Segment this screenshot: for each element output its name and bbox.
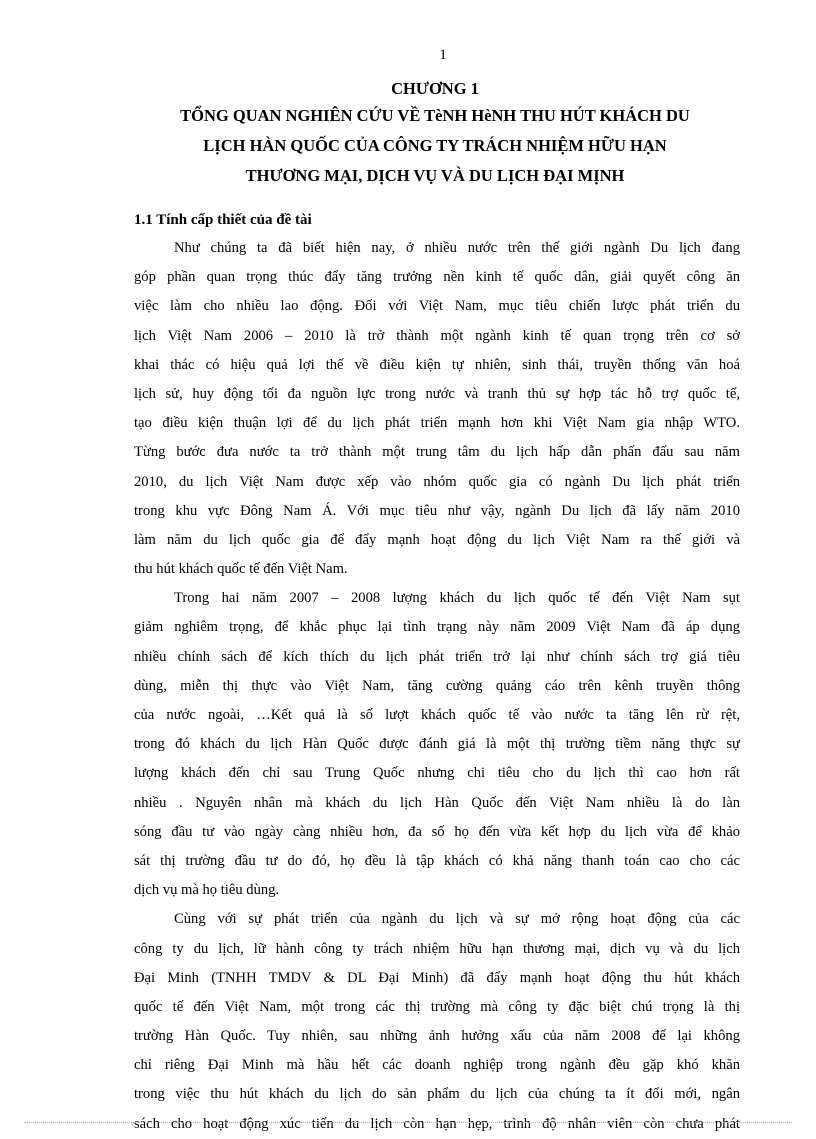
paragraph-line: trong việc thu hút khách du lịch do sản phẩm du lịch của chúng ta ít đổi mới, ngân <box>134 1086 740 1103</box>
paragraph-line: Đại Minh (TNHH TMDV & DL Đại Minh) đã đẩy mạnh hoạt động thu hút khách <box>134 969 740 986</box>
paragraph-line: tạo điều kiện thuận lợi để du lịch phát triển mạnh hơn khi Việt Nam gia nhập WTO. <box>134 415 740 432</box>
paragraph-line: nhiều . Nguyên nhân mà khách du lịch Hàn Quốc đến Việt Nam nhiều là do làn <box>134 794 740 811</box>
chapter-title <box>128 101 742 191</box>
title-line: TỔNG QUAN NGHIÊN CỨU VỀ TèNH HèNH THU HÚT KHÁCH DU <box>180 106 690 125</box>
paragraph-line: sát thị trường đầu tư do đó, họ đều là tập khách có khả năng thanh toán cao cho các <box>134 852 740 869</box>
paragraph-line: quốc tế đến Việt Nam, một trong các thị trường mà công ty đặc biệt chú trọng là thị <box>134 998 740 1015</box>
paragraph-line: nhiều chính sách để kích thích du lịch phát triển trở lại như chính sách trợ giá tiêu <box>134 648 740 665</box>
paragraph-line: sóng đầu tư vào ngày càng nhiều hơn, đa số họ đến vừa kết hợp du lịch vừa để khảo <box>134 823 740 840</box>
paragraph-line: lịch sử, huy động tối đa nguồn lực trong nước và tranh thủ sự hợp tác hỗ trợ quốc tế, <box>134 385 740 402</box>
paragraph-line: công ty du lịch, lữ hành công ty trách nhiệm hữu hạn thương mại, dịch vụ và du lịch <box>134 940 740 957</box>
paragraph-line: thu hút khách quốc tế đến Việt Nam. <box>134 561 348 578</box>
paragraph-line: chỉ riêng Đại Minh mà hầu hết các doanh nghiệp trong ngành đều gặp khó khăn <box>134 1057 740 1074</box>
title-line: LỊCH HÀN QUỐC CỦA CÔNG TY TRÁCH NHIỆM HỮU HẠN <box>203 136 667 155</box>
paragraph-line: góp phần quan trọng thúc đẩy tăng trưởng nền kinh tế quốc dân, giải quyết công ăn <box>134 269 740 286</box>
paragraph-line: trường Hàn Quốc. Tuy nhiên, sau những ảnh hưởng xấu của năm 2008 để lại không <box>134 1028 740 1045</box>
paragraph-line: Cùng với sự phát triển của ngành du lịch và sự mở rộng hoạt động của các <box>174 911 740 928</box>
paragraph-line: Như chúng ta đã biết hiện nay, ở nhiều nước trên thế giới ngành Du lịch đang <box>174 240 740 256</box>
paragraph-line: lịch Việt Nam 2006 – 2010 là trở thành một ngành kinh tế quan trọng trên cơ sở <box>134 327 740 344</box>
paragraph-line: khai thác có hiệu quả lợi thế về điều kiện tự nhiên, sinh thái, truyền thống văn hoá <box>134 356 740 373</box>
paragraph-line: làm năm du lịch quốc gia để đẩy mạnh hoạt động du lịch Việt Nam ra thế giới và <box>134 531 740 548</box>
paragraph-line: của nước ngoài, …Kết quả là số lượt khách quốc tế vào nước ta tăng lên rừ rệt, <box>134 707 740 723</box>
paragraph-line: dịch vụ mà họ tiêu dùng. <box>134 882 280 899</box>
paragraph-line: dùng, miễn thị thực vào Việt Nam, tăng cường quảng cáo trên kênh truyền thông <box>134 677 740 694</box>
paragraph-line: Trong hai năm 2007 – 2008 lượng khách du lịch quốc tế đến Việt Nam sụt <box>174 590 740 607</box>
paragraph-line: việc làm cho nhiều lao động. Đối với Việt Nam, mục tiêu chiến lược phát triển du <box>134 298 740 315</box>
paragraph-line: trong khu vực Đông Nam Á. Với mục tiêu như vậy, ngành Du lịch đã lấy năm 2010 <box>134 502 740 519</box>
section-heading: 1.1 Tính cấp thiết của đề tài <box>134 212 312 228</box>
page-number: 1 <box>439 47 447 63</box>
paragraph-line: lượng khách đến chỉ sau Trung Quốc nhưng chi tiêu cho du lịch thì cao hơn rất <box>134 765 740 782</box>
title-line: THƯƠNG MẠI, DỊCH VỤ VÀ DU LỊCH ĐẠI MỊNH <box>245 166 625 185</box>
body-text <box>134 234 740 1139</box>
chapter-heading: CHƯƠNG 1 <box>391 79 479 98</box>
paragraph-line: trong đó khách du lịch Hàn Quốc được đánh giá là một thị trường tiềm năng thực sự <box>134 736 740 753</box>
paragraph-line: sách cho hoạt động xúc tiến du lịch còn hạn hẹp, trình độ nhân viên còn chưa phát <box>134 1115 740 1132</box>
paragraph-line: Từng bước đưa nước ta trở thành một trung tâm du lịch hấp dẫn phấn đấu sau năm <box>134 444 740 461</box>
paragraph-line: 2010, du lịch Việt Nam được xếp vào nhóm quốc gia có ngành Du lịch phát triển <box>134 473 740 490</box>
paragraph-line: giảm nghiêm trọng, để khắc phục lại tình trạng này năm 2009 Việt Nam đã áp dụng <box>134 619 740 636</box>
